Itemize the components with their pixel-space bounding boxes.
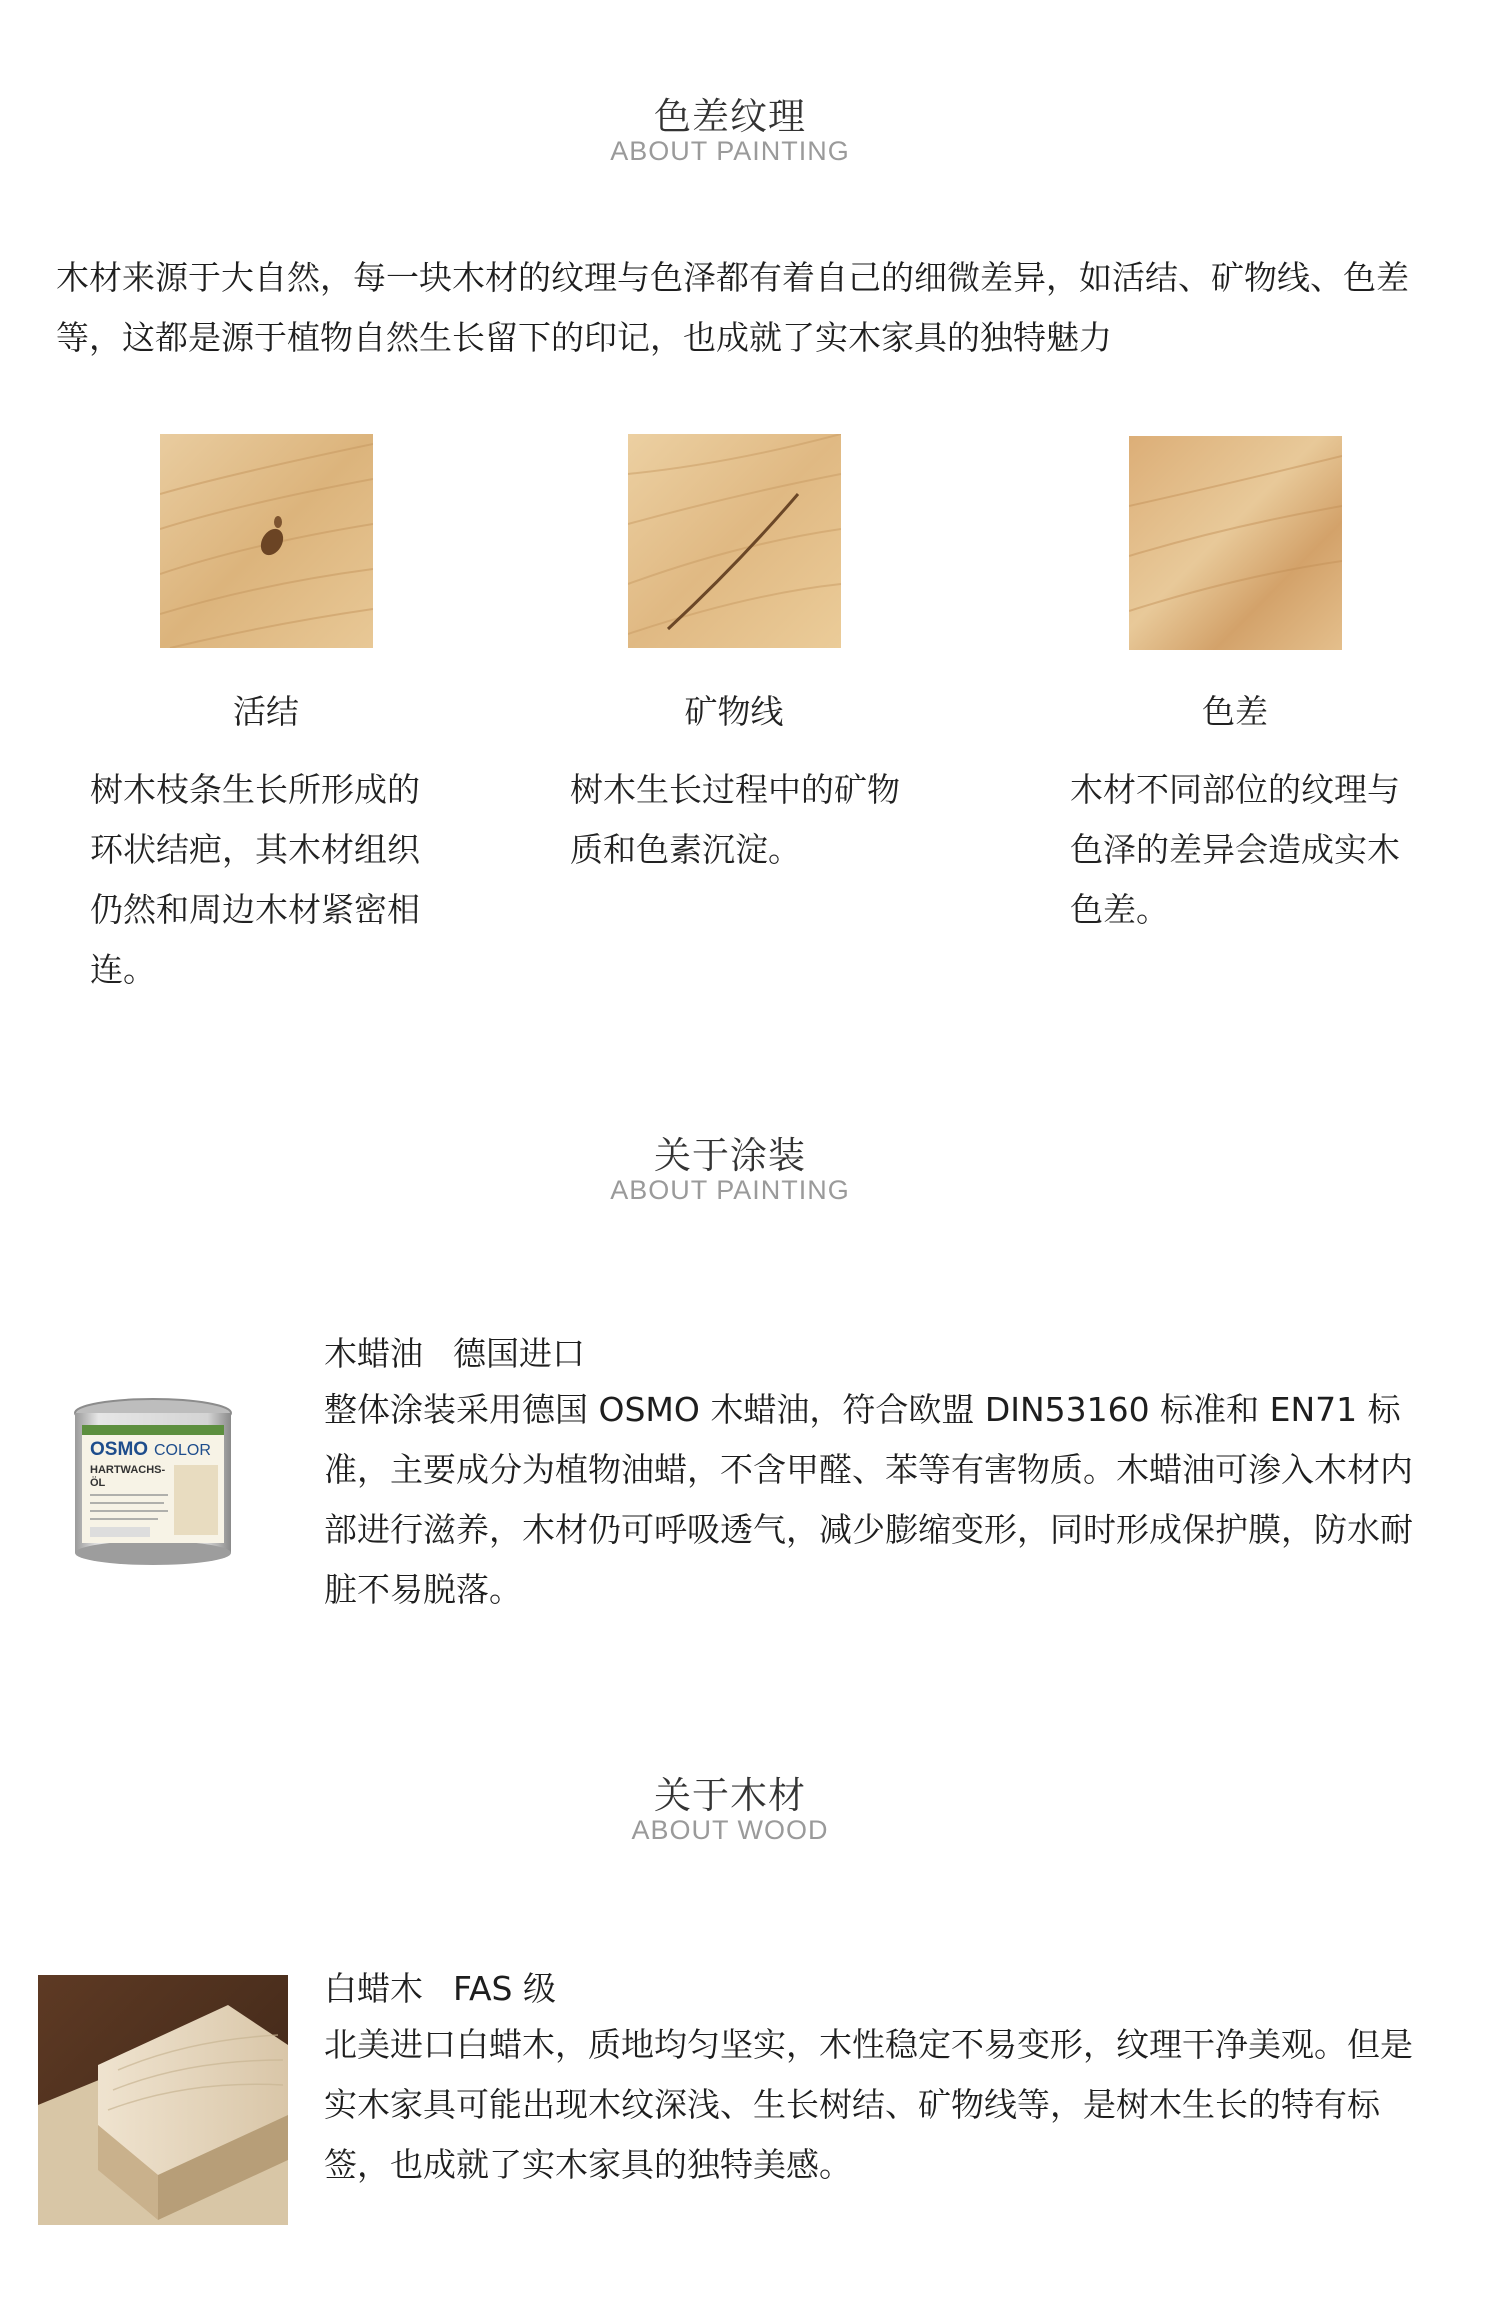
swatch-desc-knot: 树木枝条生长所形成的环状结疤，其木材组织仍然和周边木材紧密相连。 xyxy=(90,770,420,989)
intro-paragraph: 木材来源于大自然，每一块木材的纹理与色泽都有着自己的细微差异，如活结、矿物线、色差等，这都是源于植物自然生长留下的印记，也成就了实木家具的独特魅力 xyxy=(56,258,1409,357)
wood-color-difference-swatch-icon xyxy=(1129,436,1342,650)
ash-wood-planks-image xyxy=(38,1975,288,2225)
can-line: COLOR xyxy=(154,1442,211,1459)
wood-description: 北美进口白蜡木，质地均匀坚实，木性稳定不易变形，纹理干净美观。但是实木家具可能出现木纹深浅、生长树结、矿物线等，是树木生长的特有标签，也成就了实木家具的独特美感。 xyxy=(324,2025,1413,2184)
swatch-desc-color-difference: 木材不同部位的纹理与色泽的差异会造成实木色差。 xyxy=(1070,770,1400,929)
wood-product-heading xyxy=(324,1963,556,2010)
swatch-caption-mineral-line: 矿物线 xyxy=(684,692,784,731)
section-subtitle-coating: ABOUT PAINTING xyxy=(610,1175,850,1205)
section-title-wood: 关于木材 xyxy=(654,1774,806,1817)
section-subtitle-wood: ABOUT WOOD xyxy=(631,1815,829,1845)
osmo-paint-can-image xyxy=(68,1395,238,1570)
section-subtitle-color-texture: ABOUT PAINTING xyxy=(610,136,850,166)
coating-description: 整体涂装采用德国 OSMO 木蜡油，符合欧盟 DIN53160 标准和 EN71 标准，主要成分为植物油蜡，不含甲醛、苯等有害物质。木蜡油可渗入木材内部进行滋养，木材仍可呼吸透气，减少膨缩变形，同时形成保护膜，防水耐脏不易脱落。 xyxy=(324,1390,1413,1609)
can-product: HARTWACHS- xyxy=(90,1464,166,1476)
wood-knot-swatch-icon xyxy=(160,434,373,648)
coating-product-heading xyxy=(324,1328,585,1375)
swatch-desc-mineral-line: 树木生长过程中的矿物质和色素沉淀。 xyxy=(570,770,900,869)
wood-mineral-line-swatch-icon xyxy=(628,434,841,648)
wood-product-title: 白蜡木 xyxy=(324,1969,423,2008)
coating-product-title: 木蜡油 xyxy=(324,1334,423,1373)
coating-product-note: 德国进口 xyxy=(453,1334,585,1373)
can-product-2: ÖL xyxy=(90,1477,106,1489)
wood-product-note: FAS 级 xyxy=(453,1969,556,2008)
swatch-caption-knot: 活结 xyxy=(233,692,299,731)
section-title-coating: 关于涂装 xyxy=(654,1134,806,1177)
section-title-color-texture: 色差纹理 xyxy=(654,95,806,138)
can-brand: OSMO xyxy=(90,1439,149,1460)
swatch-caption-color-difference: 色差 xyxy=(1202,692,1268,731)
